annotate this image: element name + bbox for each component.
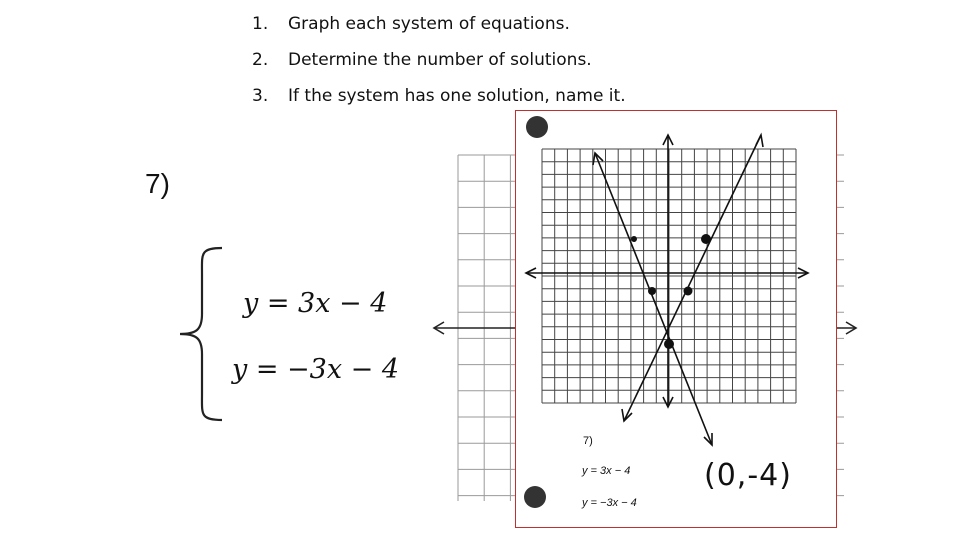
punch-hole-bottom [524, 486, 546, 508]
equation-1: y = 3x − 4 [243, 288, 388, 319]
answer-y-axis [663, 135, 673, 407]
problem-number: 7) [145, 168, 170, 199]
instruction-text: Determine the number of solutions. [288, 50, 592, 70]
instruction-number: 2. [252, 50, 269, 70]
instruction-text: If the system has one solution, name it. [288, 86, 626, 106]
equation-2: y = −3x − 4 [232, 354, 400, 385]
instruction-text: Graph each system of equations. [288, 14, 570, 34]
punch-hole-top [526, 116, 548, 138]
card-problem-number: 7) [583, 435, 593, 447]
instruction-item [252, 14, 626, 50]
plotted-point [701, 234, 711, 244]
plotted-point [648, 287, 656, 295]
system-brace [170, 244, 230, 424]
card-equation-1: y = 3x − 4 [582, 465, 631, 477]
answer-key-card [515, 110, 837, 528]
plotted-point [684, 287, 693, 296]
answer-grid-lines [542, 149, 796, 403]
instruction-item [252, 50, 626, 86]
card-equation-2: y = −3x − 4 [582, 497, 637, 509]
instruction-number: 1. [252, 14, 269, 34]
plotted-point [631, 236, 637, 242]
intersection-point [664, 339, 674, 349]
instruction-number: 3. [252, 86, 269, 106]
instructions-list [252, 14, 626, 122]
handwritten-solution: (0,-4) [704, 458, 792, 493]
